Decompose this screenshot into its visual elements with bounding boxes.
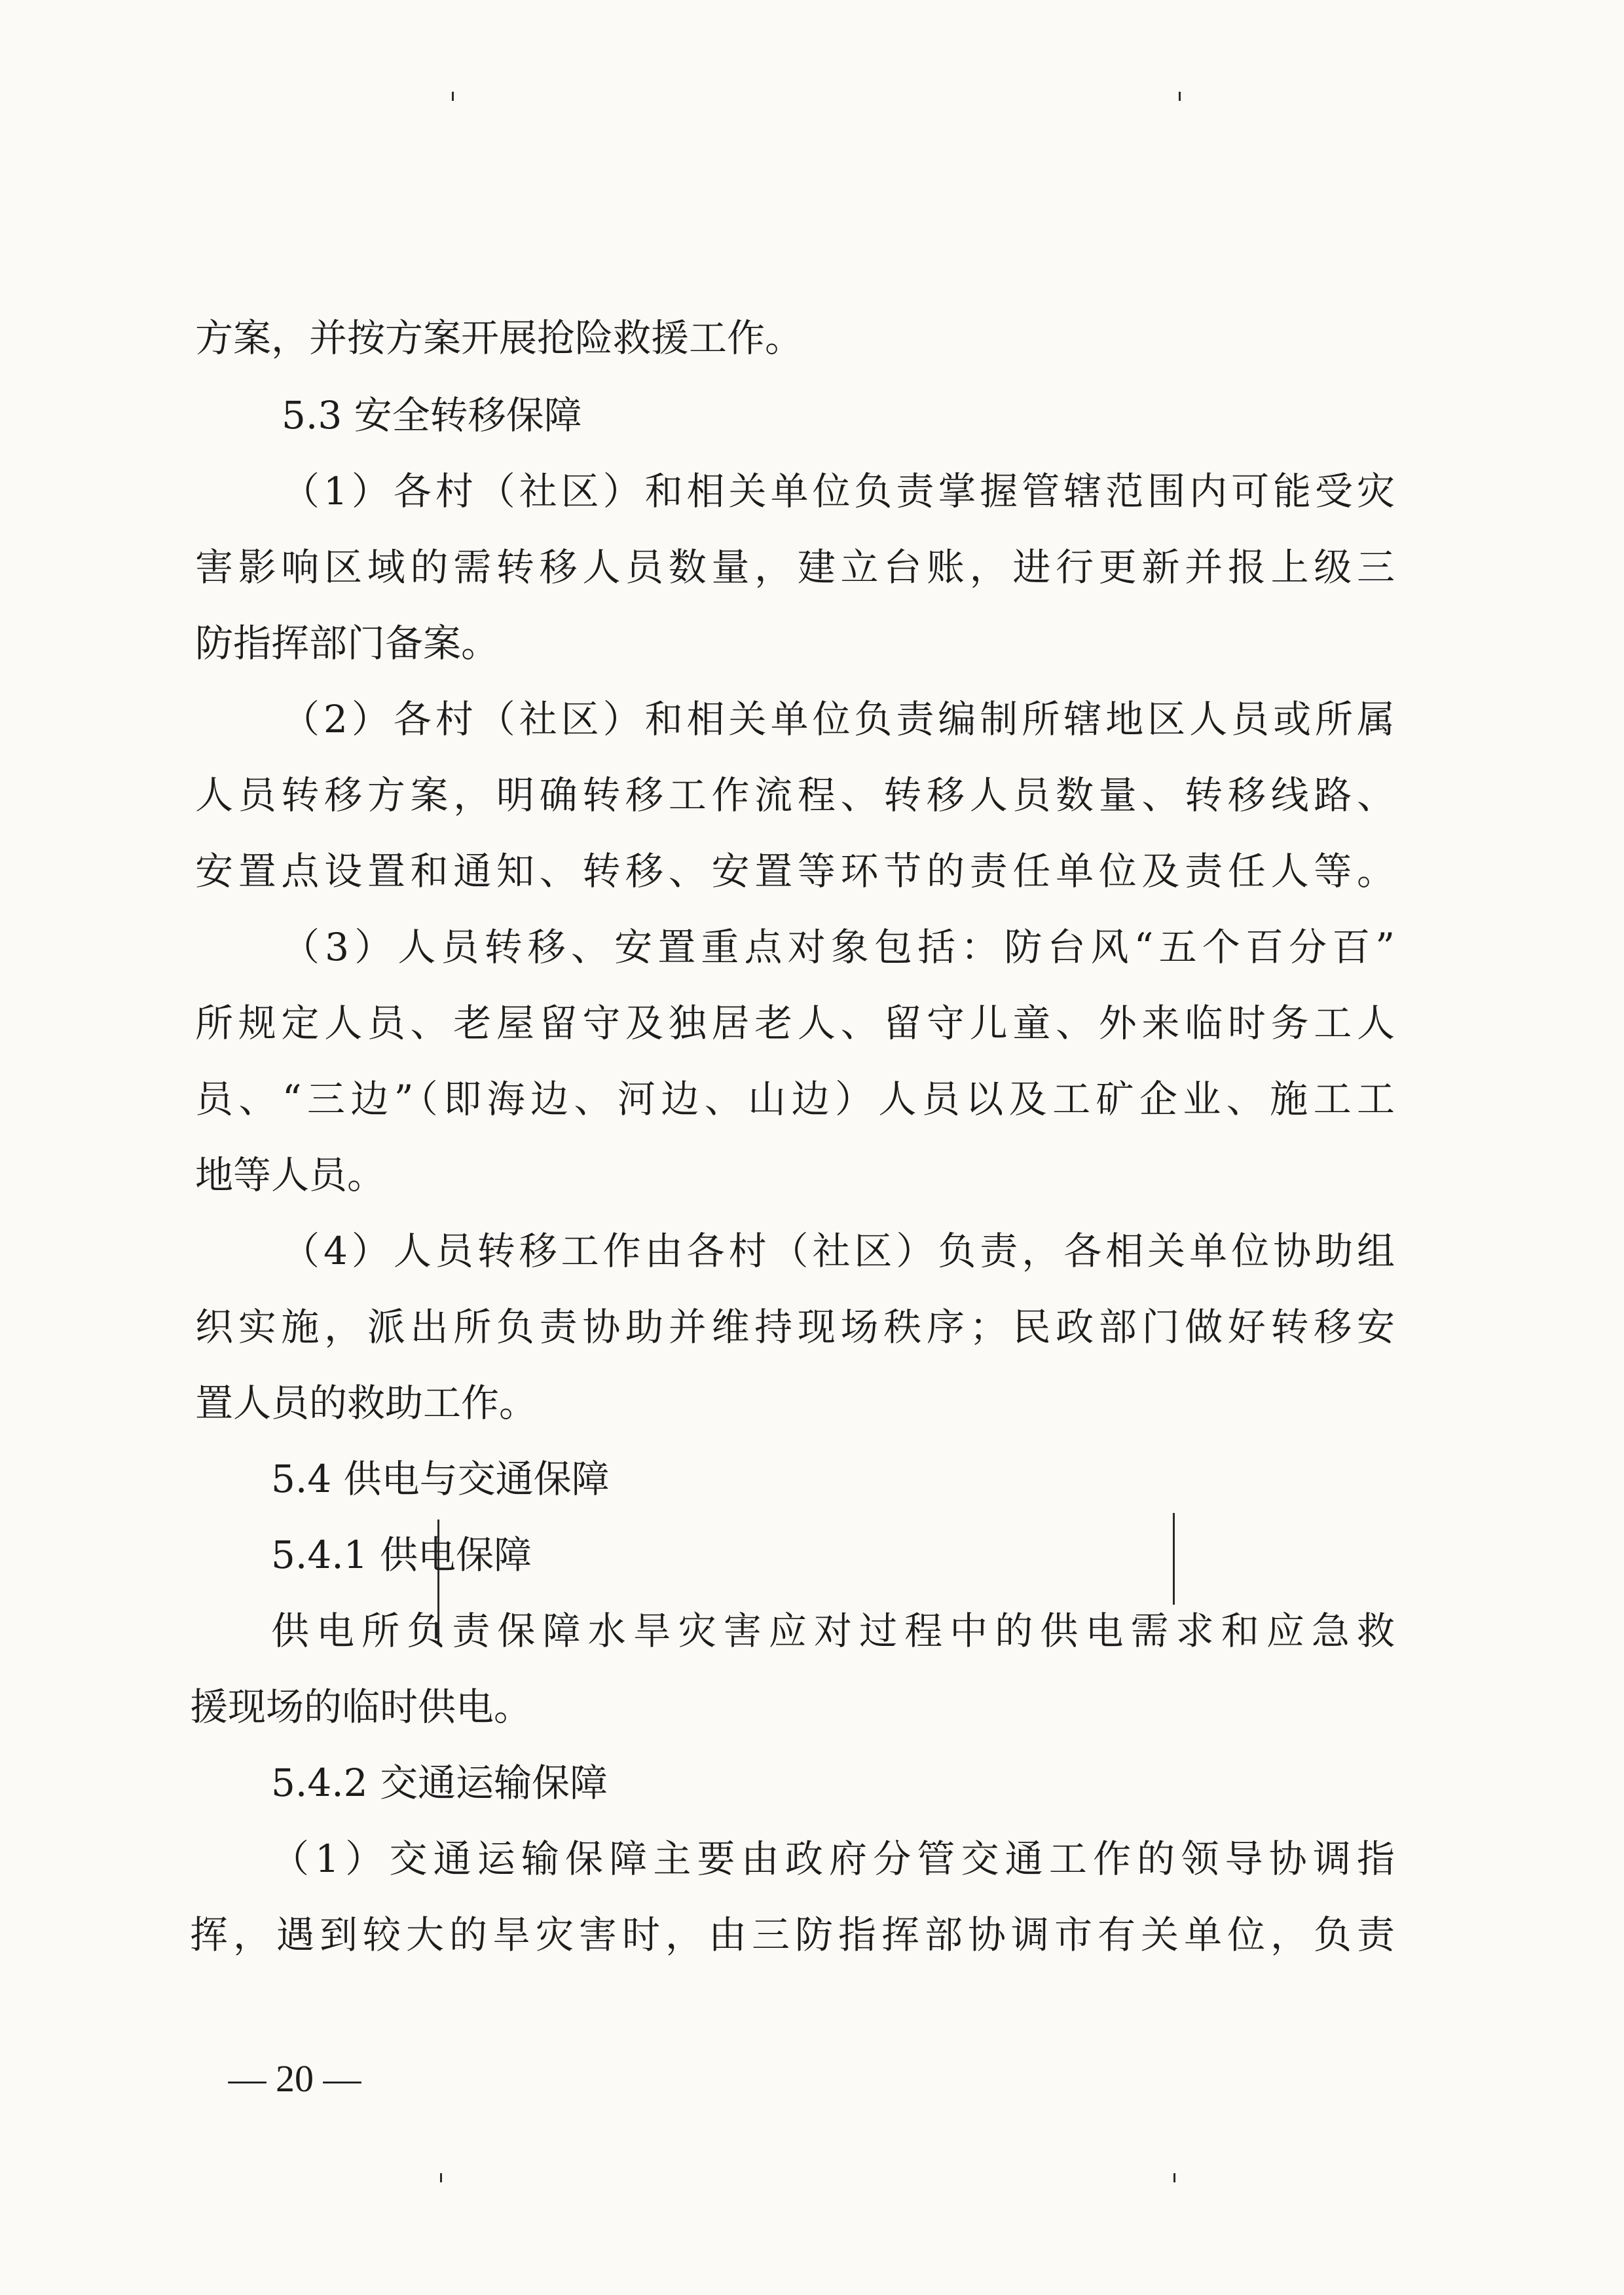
binding-mark xyxy=(1179,92,1181,101)
body-line: （1）交通运输保障主要由政府分管交通工作的领导协调指 xyxy=(271,1837,1395,1881)
body-line: 地等人员。 xyxy=(195,1153,386,1197)
binding-mark xyxy=(1173,2173,1175,2182)
body-line: 害影响区域的需转移人员数量，建立台账，进行更新并报上级三 xyxy=(195,545,1395,589)
body-line: 防指挥部门备案。 xyxy=(195,621,500,665)
binding-mark xyxy=(452,92,454,101)
section-heading-5-4-1: 5.4.1 供电保障 xyxy=(271,1533,532,1577)
body-line: 织实施，派出所负责协助并维持现场秩序；民政部门做好转移安 xyxy=(195,1305,1395,1349)
body-line: 人员转移方案，明确转移工作流程、转移人员数量、转移线路、 xyxy=(195,773,1395,817)
body-line: 挥，遇到较大的旱灾害时，由三防指挥部协调市有关单位，负责 xyxy=(190,1912,1395,1957)
body-line: 援现场的临时供电。 xyxy=(190,1685,532,1729)
scan-line xyxy=(1173,1513,1175,1605)
body-line: 置人员的救助工作。 xyxy=(195,1381,538,1425)
binding-mark xyxy=(440,2173,442,2182)
body-line: 员、“三边”（即海边、河边、山边）人员以及工矿企业、施工工 xyxy=(195,1077,1395,1121)
body-line: 供电所负责保障水旱灾害应对过程中的供电需求和应急救 xyxy=(271,1609,1395,1653)
body-line: （3）人员转移、安置重点对象包括：防台风“五个百分百” xyxy=(282,925,1395,969)
page-number: — 20 — xyxy=(228,2057,361,2100)
body-line: 安置点设置和通知、转移、安置等环节的责任单位及责任人等。 xyxy=(195,849,1395,893)
body-line: （4）人员转移工作由各村（社区）负责，各相关单位协助组 xyxy=(282,1229,1395,1273)
body-line: 方案，并按方案开展抢险救援工作。 xyxy=(195,316,803,360)
section-heading-5-4-2: 5.4.2 交通运输保障 xyxy=(271,1761,608,1805)
body-line: 所规定人员、老屋留守及独居老人、留守儿童、外来临时务工人 xyxy=(195,1001,1395,1045)
section-heading-5-4: 5.4 供电与交通保障 xyxy=(271,1457,610,1501)
section-heading-5-3: 5.3 安全转移保障 xyxy=(282,393,582,438)
body-line: （2）各村（社区）和相关单位负责编制所辖地区人员或所属 xyxy=(282,697,1395,741)
body-line: （1）各村（社区）和相关单位负责掌握管辖范围内可能受灾 xyxy=(282,469,1395,513)
